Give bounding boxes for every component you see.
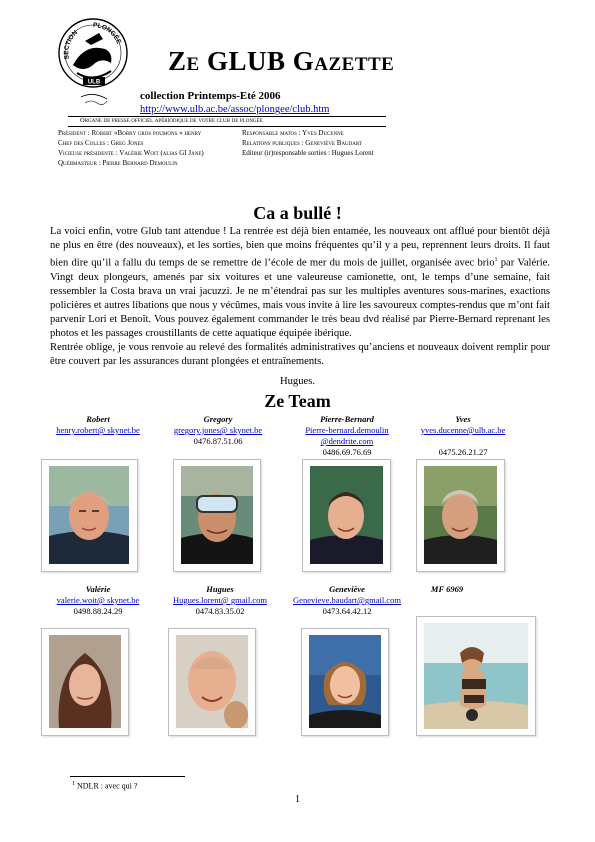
portrait-gregory [181,466,253,564]
logo-ring-right-text: PLONGÉE [92,21,123,46]
member-gregory: Gregory gregory.jones@ skynet.be 0476.87.51.06 [153,414,283,447]
portrait-pierre-bernard [310,466,383,564]
member-phone: 0498.88.24.29 [73,606,123,616]
organ-tagline: Organe de presse officiel apériodique de votre club de plongée [80,117,263,124]
staff-list-left [58,128,238,168]
edition-collection: collection Printemps-Eté 2006 [140,90,281,102]
photo-mf6969 [424,623,528,729]
photo-frame-mf6969 [416,616,536,736]
photo-frame-pierre-bernard [302,459,391,572]
member-genevieve: Geneviève Genevieve.baudart@gmail.com 0473.64.42.12 [282,584,412,617]
member-phone: 0486.69.76.69 [322,447,372,457]
staff-vice: Vicieuse présidente : Valérie Woit (alias GI Jane) [58,149,204,157]
member-email[interactable]: gregory.jones@ skynet.be [173,425,263,435]
member-phone: 0474.83.35.02 [195,606,245,616]
photo-frame-valerie [41,628,129,736]
photo-frame-yves [416,459,505,572]
portrait-genevieve [309,635,381,728]
footnote-ref: 1 [494,257,498,263]
footnote: $^1$ NDLR : avec qui ? [72,781,138,791]
logo-acronym: ULB [87,79,101,86]
member-email[interactable]: Genevieve.baudart@gmail.com [293,595,401,605]
svg-text:PLONGÉE [93,22,123,46]
member-email[interactable]: yves.ducenne@ulb.ac.be [420,425,506,435]
member-robert: Robert henry.robert@ skynet.be [33,414,163,436]
team-heading: Ze Team [264,391,331,411]
club-logo [55,13,131,110]
photo-frame-robert [41,459,138,572]
article-paragraph-1: La voici enfin, votre Glub tant attendue ! La rentrée est déjà bien entamée, les nouveaux ont afflué pour bientôt déjà ne plus en être (des nouveaux), et les sorties, bien que moins fréquentes qu’il y a peu, reprennent leurs droits. Il faut bien dire qu’il a fallu du temps de se remettre de l’école de mer du mois de juillet, organisée avec brio$^1$ par Valérie. Vingt deux plongeurs, amenés par six voitures et une valeureuse camionette, ont, le temps d’une semaine, fait ressembler la Costa brava un vrai jacuzzi. Je ne m’étendrai pas sur les multiples aventures sous-marines, exactions policières et autres libations que nous y vécûmes, mais vous invite à lire les savoureux comptes-rendus que m’ont fait parvenir Lori et Benoît. Vous pouvez également commander le très beau dvd réalisé par Pierre-Bernard reprenant les photos et les passages croustillants de cette aquatique équipée ibérique. [50,226,550,339]
staff-matos: Responsable matos : Yves Ducenne [242,129,344,137]
staff-chef: Chef des Colles : Greg Jones [58,139,144,147]
member-valerie: Valérie valerie.woit@ skynet.be 0498.88.24.29 [33,584,163,617]
staff-webmaster: Québmasteur : Pierre Bernard Demoulin [58,159,178,167]
member-email[interactable]: Pierre-bernard.demoulin [305,425,389,435]
staff-list-right [242,128,402,158]
photo-frame-gregory [173,459,261,572]
member-email[interactable]: valerie.woit@ skynet.be [56,595,140,605]
club-website-link[interactable]: http://www.ulb.ac.be/assoc/plongee/club.htm [140,104,330,115]
member-hugues: Hugues Hugues.lorent@ gmail.com 0474.83.35.02 [155,584,285,617]
page-number: 1 [295,794,300,805]
member-pierre-bernard: Pierre-Bernard Pierre-bernard.demoulin @dendrite.com 0486.69.76.69 [282,414,412,458]
photo-frame-hugues [168,628,256,736]
footnote-separator [70,776,185,777]
member-email[interactable]: Hugues.lorent@ gmail.com [173,595,267,605]
portrait-yves [424,466,497,564]
article-heading: Ca a bullé ! [253,203,342,223]
article-paragraph-2: Rentrée oblige, je vous renvoie au relevé des formalités administratives qu’anciens et nouveaux doivent remplir pour être couvert par les assurances durant plongées et entraînements. [50,341,550,367]
header-rule-bottom [68,126,386,127]
member-phone: 0475.26.21.27 [438,447,488,457]
portrait-robert [49,466,129,564]
staff-president: Président : Robert «Bobby gros poumons » henry [58,129,202,137]
article-body [50,225,550,369]
staff-editor: Editeur (ir)responsable sorties : Hugues Lorent [242,149,374,157]
member-phone: 0476.87.51.06 [193,436,243,446]
photo-frame-genevieve [301,628,389,736]
portrait-valerie [49,635,121,728]
gazette-title: ZE GLUB GAZETTE [168,46,395,76]
member-yves: Yves yves.ducenne@ulb.ac.be 0475.26.21.27 [398,414,528,458]
member-email-cont[interactable]: @dendrite.com [320,436,374,446]
member-mf6969: MF 6969 [430,584,464,594]
portrait-hugues [176,635,248,728]
member-email[interactable]: henry.robert@ skynet.be [56,425,140,435]
logo-ring-left-text: SECTION [63,29,80,60]
article-signature: Hugues. [279,376,315,387]
member-phone: 0473.64.42.12 [322,606,372,616]
staff-pr: Relations publiques : Geneviève Baudart [242,139,362,147]
